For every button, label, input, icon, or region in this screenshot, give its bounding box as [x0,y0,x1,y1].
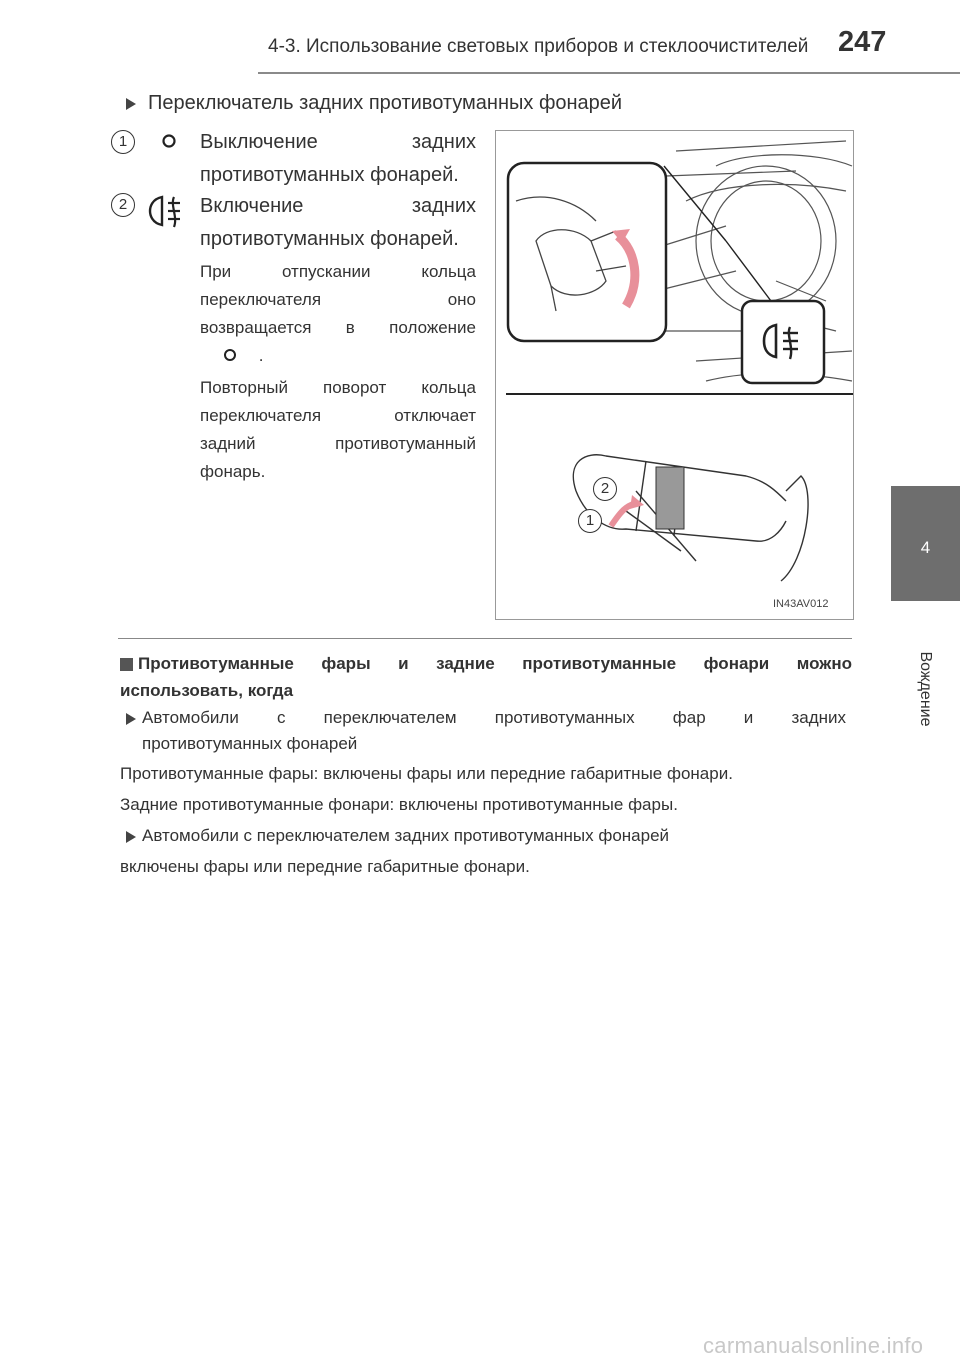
case1-line2: противотуманных фонарей [142,734,358,753]
off-circle-icon [220,345,240,365]
arrow-bullet-icon [126,98,136,110]
page-number: 247 [838,26,887,58]
item-1-line1: Выключение задних [200,131,476,153]
usage-heading-line1: Противотуманные фары и задние противотуманные фонари можно [138,654,852,673]
item-2-line1: Включение задних [200,195,476,217]
item-number-1: 1 [111,130,135,154]
release-note [200,258,476,370]
case1-line1: Автомобили с переключателем противотуманных фар и задних [142,708,846,727]
release-line2: переключателя оно [200,290,476,309]
item-1-text [200,126,476,192]
front-fog-condition: Противотуманные фары: включены фары или передние габаритные фонари. [120,764,733,783]
release-line4 [200,342,476,370]
repeat-note [200,374,476,486]
figure-callout-2: 2 [593,477,617,501]
square-bullet-icon [120,658,133,671]
repeat-line2: переключателя отключает [200,406,476,425]
case2-heading: Автомобили с переключателем задних противотуманных фонарей [142,826,670,845]
item-1-line2: противотуманных фонарей. [200,164,459,186]
watermark: carmanualsonline.info [703,1333,924,1358]
figure-code: IN43AV012 [773,598,829,610]
case2-text: включены фары или передние габаритные фонари. [120,857,530,876]
arrow-bullet-icon [126,713,136,725]
subsection-heading: Переключатель задних противотуманных фонарей [148,92,623,114]
release-line3: возвращается в положение [200,318,476,337]
chapter-number: 4 [920,538,931,557]
repeat-line1: Повторный поворот кольца [200,378,476,397]
off-circle-icon [158,130,180,152]
usage-heading-line2: использовать, когда [120,681,294,700]
section-title: 4-3. Использование световых приборов и стеклоочистителей [268,36,809,57]
repeat-line4: фонарь. [200,462,266,481]
header-rule [258,72,960,74]
section-divider [118,638,852,639]
item-number-2: 2 [111,193,135,217]
switch-illustration [495,130,854,620]
rear-fog-light-icon [146,193,186,229]
arrow-bullet-icon [126,831,136,843]
chapter-label: Вождение [917,651,934,727]
item-2-line2: противотуманных фонарей. [200,228,459,250]
illustration-drawing [496,131,853,619]
rear-fog-condition: Задние противотуманные фонари: включены противотуманные фары. [120,795,678,814]
release-line4-end: . [258,346,264,365]
figure-callout-1: 1 [578,509,602,533]
repeat-line3: задний противотуманный [200,434,476,453]
item-2-text [200,190,476,256]
release-line1: При отпускании кольца [200,262,476,281]
